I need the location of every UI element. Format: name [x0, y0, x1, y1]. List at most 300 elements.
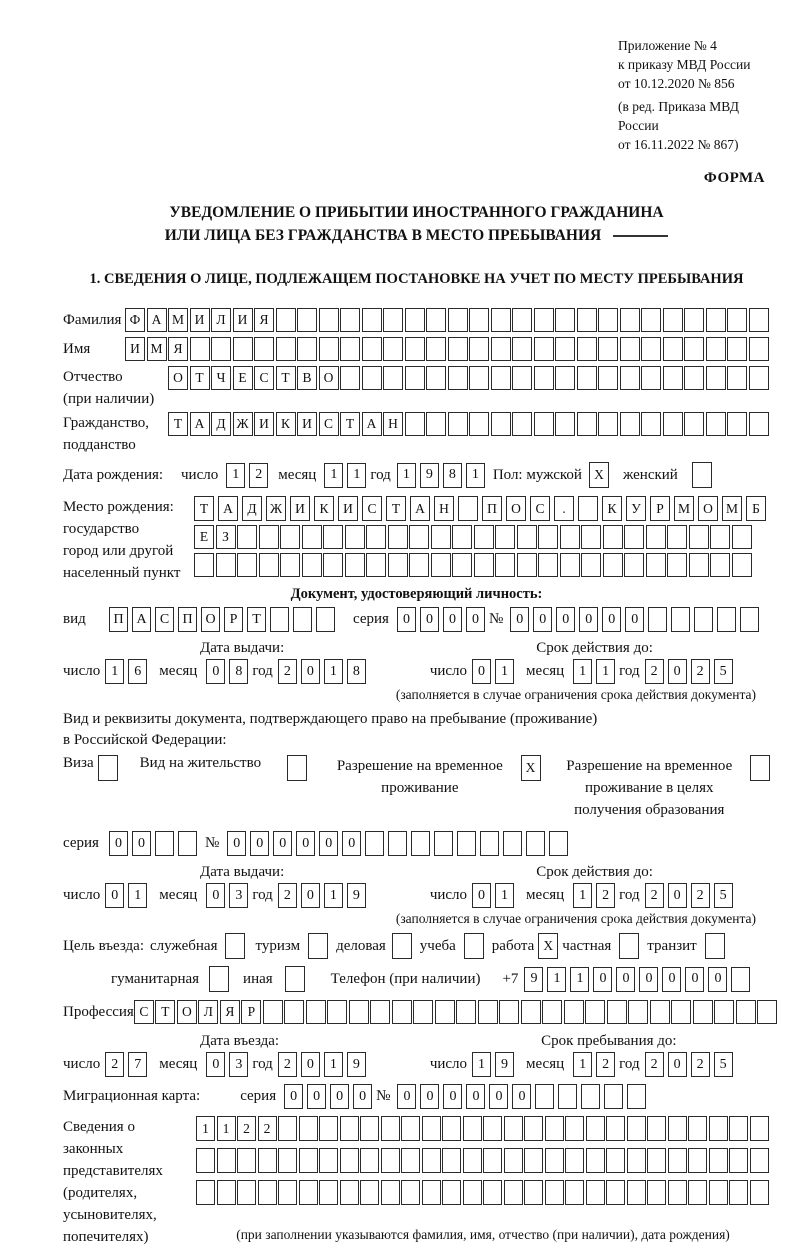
purpose-other-checkbox: [285, 966, 305, 992]
birth-day-cells: [226, 463, 272, 488]
surname-cells: [125, 308, 770, 332]
char-cell: С: [530, 496, 550, 521]
char-cell: 2: [596, 1052, 615, 1077]
char-cell: 0: [443, 607, 462, 632]
char-cell: [603, 525, 623, 549]
char-cell: [293, 607, 312, 632]
char-cell: [422, 1180, 441, 1205]
char-cell: [401, 1148, 420, 1173]
char-cell: [705, 933, 725, 959]
char-cell: [688, 1148, 707, 1173]
char-cell: 2: [645, 1052, 664, 1077]
char-cell: [620, 412, 640, 436]
char-cell: [340, 366, 360, 390]
char-cell: [688, 1116, 707, 1141]
char-cell: [706, 366, 726, 390]
option-visa-label: Виза: [63, 755, 94, 771]
char-cell: [545, 1180, 564, 1205]
char-cell: [586, 1180, 605, 1205]
purpose-humanitarian-checkbox: [209, 966, 229, 992]
char-cell: [627, 1180, 646, 1205]
citizenship-row: [63, 412, 770, 456]
stay-month-cells: [573, 1052, 619, 1077]
char-cell: [521, 1000, 541, 1024]
char-cell: [749, 308, 769, 332]
char-cell: [749, 412, 769, 436]
char-cell: 1: [573, 1052, 592, 1077]
char-cell: [732, 525, 752, 549]
residence-valid-day-cells: [472, 883, 518, 908]
option-temp-residence-edu-checkbox: [750, 755, 770, 781]
char-cell: [740, 607, 759, 632]
char-cell: Т: [276, 366, 296, 390]
char-cell: [258, 1148, 277, 1173]
char-cell: 1: [324, 463, 343, 488]
char-cell: Ф: [125, 308, 145, 332]
char-cell: [627, 1084, 646, 1109]
char-cell: [534, 366, 554, 390]
char-cell: 1: [196, 1116, 215, 1141]
char-cell: И: [190, 308, 210, 332]
residence-doc-series-row: серия 0 0 № 0 0 0 0 0 0: [63, 831, 770, 856]
char-cell: [319, 1148, 338, 1173]
char-cell: [524, 1180, 543, 1205]
char-cell: [463, 1116, 482, 1141]
char-cell: [647, 1180, 666, 1205]
char-cell: [178, 831, 197, 856]
residence-doc-options-row: [63, 755, 770, 821]
char-cell: З: [216, 525, 236, 549]
char-cell: [302, 525, 322, 549]
char-cell: [641, 412, 661, 436]
char-cell: 0: [301, 659, 320, 684]
char-cell: И: [233, 308, 253, 332]
char-cell: [278, 1180, 297, 1205]
char-cell: [577, 412, 597, 436]
char-cell: [598, 412, 618, 436]
char-cell: [524, 1148, 543, 1173]
residence-issue-month-cells: [206, 883, 252, 908]
char-cell: [216, 553, 236, 577]
char-cell: 2: [645, 659, 664, 684]
char-cell: И: [125, 337, 145, 361]
char-cell: [258, 1180, 277, 1205]
char-cell: 1: [466, 463, 485, 488]
purpose-transit-checkbox: [705, 933, 725, 959]
citizenship-cells: [168, 412, 770, 436]
char-cell: [483, 1148, 502, 1173]
char-cell: [480, 831, 499, 856]
char-cell: И: [254, 412, 274, 436]
sex-label: Пол: мужской: [492, 466, 582, 483]
visit-purpose-row1: Цель въезда: служебная туризм деловая учеба работа X частная транзит: [63, 933, 770, 959]
stay-day-cells: [472, 1052, 518, 1077]
char-cell: [442, 1148, 461, 1173]
char-cell: [448, 308, 468, 332]
char-cell: [641, 366, 661, 390]
surname-label: Фамилия: [63, 311, 122, 328]
char-cell: [316, 607, 335, 632]
char-cell: [750, 1148, 769, 1173]
char-cell: [469, 308, 489, 332]
reference-block: [618, 36, 770, 154]
char-cell: 2: [237, 1116, 256, 1141]
char-cell: [604, 1084, 623, 1109]
char-cell: [452, 553, 472, 577]
char-cell: [302, 553, 322, 577]
char-cell: [555, 412, 575, 436]
purpose-business-checkbox: [225, 933, 245, 959]
birth-date-row: [63, 462, 770, 488]
patronymic-cells: [168, 366, 770, 390]
representatives-row1: [196, 1116, 770, 1141]
day-label: число: [181, 466, 219, 483]
name-cells: [125, 337, 770, 361]
char-cell: 0: [593, 967, 612, 992]
char-cell: [750, 755, 770, 781]
purpose-study-checkbox: [464, 933, 484, 959]
char-cell: [483, 1180, 502, 1205]
identity-doc-dates-row: число 1 6 месяц 0 8 год 2 0 1 8 число 0 1 месяц 1 1 год 2 0 2 5: [63, 659, 770, 684]
char-cell: [512, 412, 532, 436]
char-cell: [254, 337, 274, 361]
char-cell: [585, 1000, 605, 1024]
char-cell: [370, 1000, 390, 1024]
char-cell: Д: [211, 412, 231, 436]
char-cell: Т: [386, 496, 406, 521]
char-cell: [478, 1000, 498, 1024]
char-cell: [463, 1148, 482, 1173]
char-cell: [749, 366, 769, 390]
char-cell: 1: [324, 1052, 343, 1077]
char-cell: 0: [109, 831, 128, 856]
char-cell: 1: [217, 1116, 236, 1141]
birth-place-row3: [194, 553, 770, 577]
profession-cells: [134, 1000, 779, 1024]
stay-until-label: Срок пребывания до:: [541, 1033, 677, 1049]
char-cell: [671, 1000, 691, 1024]
option-temp-residence-edu-label: Разрешение на временное проживание в целях получения образования: [566, 758, 733, 818]
char-cell: [278, 1116, 297, 1141]
char-cell: [491, 308, 511, 332]
char-cell: [474, 553, 494, 577]
char-cell: [607, 1000, 627, 1024]
identity-doc-kind-row: [63, 607, 770, 632]
char-cell: [413, 1000, 433, 1024]
char-cell: [684, 366, 704, 390]
char-cell: [545, 1116, 564, 1141]
char-cell: [555, 337, 575, 361]
char-cell: [362, 308, 382, 332]
char-cell: [727, 366, 747, 390]
char-cell: [276, 337, 296, 361]
char-cell: Т: [194, 496, 214, 521]
char-cell: [560, 553, 580, 577]
char-cell: [663, 308, 683, 332]
char-cell: 5: [714, 883, 733, 908]
identity-doc-limit-note: (заполняется в случае ограничения срока действия документа): [395, 687, 756, 702]
birth-year-cells: [397, 463, 489, 488]
char-cell: 0: [105, 883, 124, 908]
char-cell: 0: [472, 883, 491, 908]
form-title-line2: ИЛИ ЛИЦА БЕЗ ГРАЖДАНСТВА В МЕСТО ПРЕБЫВАНИЯ: [63, 224, 770, 247]
char-cell: [401, 1180, 420, 1205]
char-cell: [422, 1148, 441, 1173]
migration-number-cells: [397, 1084, 650, 1109]
option-residence-permit-checkbox: [287, 755, 307, 781]
char-cell: Д: [242, 496, 262, 521]
section-1-heading: 1. СВЕДЕНИЯ О ЛИЦЕ, ПОДЛЕЖАЩЕМ ПОСТАНОВКЕ НА УЧЕТ ПО МЕСТУ ПРЕБЫВАНИЯ: [89, 271, 744, 287]
char-cell: С: [319, 412, 339, 436]
char-cell: [603, 553, 623, 577]
char-cell: [299, 1180, 318, 1205]
char-cell: А: [410, 496, 430, 521]
char-cell: [606, 1116, 625, 1141]
char-cell: [578, 496, 598, 521]
char-cell: 2: [645, 883, 664, 908]
char-cell: [319, 1180, 338, 1205]
char-cell: Т: [247, 607, 266, 632]
char-cell: С: [155, 607, 174, 632]
phone-label: Телефон (при наличии): [330, 970, 481, 987]
char-cell: 0: [466, 1084, 485, 1109]
char-cell: 0: [420, 607, 439, 632]
year-label: год: [370, 466, 391, 483]
char-cell: [340, 1116, 359, 1141]
char-cell: [694, 607, 713, 632]
doc-number-label: №: [488, 611, 504, 627]
char-cell: 1: [226, 463, 245, 488]
residence-issue-year-cells: [278, 883, 370, 908]
char-cell: Н: [434, 496, 454, 521]
entry-dates-row: число 2 7 месяц 0 3 год 2 0 1 9 число 1 9 месяц 1 2 год 2 0 2 5: [63, 1052, 770, 1077]
char-cell: [287, 755, 307, 781]
char-cell: [668, 1180, 687, 1205]
char-cell: 2: [691, 1052, 710, 1077]
char-cell: 0: [466, 607, 485, 632]
ref-line-5: от 16.11.2022 № 867): [618, 137, 739, 152]
char-cell: [619, 933, 639, 959]
char-cell: А: [190, 412, 210, 436]
forma-label: ФОРМА: [703, 170, 765, 186]
char-cell: 0: [250, 831, 269, 856]
char-cell: [405, 337, 425, 361]
char-cell: [598, 308, 618, 332]
char-cell: 1: [596, 659, 615, 684]
char-cell: [688, 1180, 707, 1205]
char-cell: [564, 1000, 584, 1024]
char-cell: [457, 831, 476, 856]
char-cell: [299, 1148, 318, 1173]
valid-day-cells: [472, 659, 518, 684]
char-cell: [646, 525, 666, 549]
representatives-block: [63, 1116, 770, 1248]
char-cell: [512, 308, 532, 332]
residence-number-cells: [227, 831, 572, 856]
char-cell: 0: [639, 967, 658, 992]
char-cell: [709, 1180, 728, 1205]
char-cell: 7: [128, 1052, 147, 1077]
char-cell: [276, 308, 296, 332]
char-cell: [469, 412, 489, 436]
birth-date-label: Дата рождения:: [63, 466, 164, 483]
char-cell: [409, 525, 429, 549]
char-cell: [155, 831, 174, 856]
valid-year-cells: [645, 659, 737, 684]
char-cell: А: [362, 412, 382, 436]
char-cell: [448, 366, 468, 390]
char-cell: 3: [229, 1052, 248, 1077]
char-cell: [663, 412, 683, 436]
char-cell: [647, 1116, 666, 1141]
char-cell: 9: [495, 1052, 514, 1077]
char-cell: Ж: [233, 412, 253, 436]
char-cell: 1: [495, 659, 514, 684]
visit-purpose-label: Цель въезда:: [63, 937, 144, 954]
char-cell: 8: [347, 659, 366, 684]
char-cell: [209, 966, 229, 992]
char-cell: [495, 525, 515, 549]
option-temp-residence-label: Разрешение на временное проживание: [336, 758, 503, 796]
char-cell: [448, 337, 468, 361]
char-cell: Я: [168, 337, 188, 361]
char-cell: [349, 1000, 369, 1024]
char-cell: П: [482, 496, 502, 521]
char-cell: [586, 1148, 605, 1173]
option-visa-checkbox: [98, 755, 118, 781]
char-cell: 0: [510, 607, 529, 632]
char-cell: [434, 831, 453, 856]
char-cell: [526, 831, 545, 856]
char-cell: [671, 607, 690, 632]
char-cell: 0: [602, 607, 621, 632]
char-cell: [565, 1116, 584, 1141]
char-cell: [709, 1116, 728, 1141]
char-cell: [411, 831, 430, 856]
char-cell: [545, 1148, 564, 1173]
char-cell: [648, 607, 667, 632]
char-cell: 9: [524, 967, 543, 992]
char-cell: 1: [573, 883, 592, 908]
issue-year-cells: [278, 659, 370, 684]
residence-issue-day-cells: [105, 883, 151, 908]
issue-month-cells: [206, 659, 252, 684]
char-cell: [366, 525, 386, 549]
char-cell: [560, 525, 580, 549]
char-cell: 0: [668, 659, 687, 684]
char-cell: 0: [353, 1084, 372, 1109]
char-cell: 2: [278, 1052, 297, 1077]
char-cell: 0: [397, 607, 416, 632]
char-cell: [624, 525, 644, 549]
char-cell: 0: [284, 1084, 303, 1109]
char-cell: [503, 831, 522, 856]
char-cell: [483, 1116, 502, 1141]
char-cell: [692, 462, 712, 488]
char-cell: [278, 1148, 297, 1173]
char-cell: [727, 308, 747, 332]
identity-doc-heading: Документ, удостоверяющий личность:: [290, 586, 543, 602]
char-cell: [499, 1000, 519, 1024]
char-cell: [388, 553, 408, 577]
char-cell: [388, 525, 408, 549]
char-cell: [731, 967, 750, 992]
char-cell: [750, 1116, 769, 1141]
char-cell: [727, 337, 747, 361]
char-cell: [729, 1180, 748, 1205]
char-cell: Я: [220, 1000, 240, 1024]
char-cell: [280, 525, 300, 549]
char-cell: Л: [198, 1000, 218, 1024]
char-cell: [299, 1116, 318, 1141]
char-cell: 0: [625, 607, 644, 632]
char-cell: 0: [556, 607, 575, 632]
char-cell: [549, 831, 568, 856]
char-cell: [435, 1000, 455, 1024]
char-cell: [577, 337, 597, 361]
sex-male-checkbox: [589, 462, 609, 488]
char-cell: X: [589, 462, 609, 488]
char-cell: О: [319, 366, 339, 390]
char-cell: 0: [685, 967, 704, 992]
char-cell: 2: [278, 659, 297, 684]
char-cell: [650, 1000, 670, 1024]
representatives-cells: [196, 1116, 770, 1243]
char-cell: [217, 1148, 236, 1173]
migration-series-cells: [284, 1084, 376, 1109]
residence-doc-dates-row: число 0 1 месяц 0 3 год 2 0 1 9 число 0 1 месяц 1 2 год 2 0 2 5: [63, 883, 770, 908]
valid-date-label: Срок действия до:: [536, 640, 653, 656]
residence-doc-intro1: Вид и реквизиты документа, подтверждающего право на пребывание (проживание): [63, 711, 598, 727]
char-cell: 2: [596, 883, 615, 908]
char-cell: [362, 366, 382, 390]
char-cell: [405, 366, 425, 390]
char-cell: [628, 1000, 648, 1024]
char-cell: [491, 366, 511, 390]
purpose-private-checkbox: [619, 933, 639, 959]
char-cell: 1: [397, 463, 416, 488]
char-cell: [340, 308, 360, 332]
char-cell: [504, 1116, 523, 1141]
char-cell: [233, 337, 253, 361]
char-cell: [729, 1116, 748, 1141]
char-cell: [534, 308, 554, 332]
representatives-labels: Сведения о законных представителях (родителях, усыновителях, попечителях): [63, 1119, 163, 1245]
char-cell: Т: [340, 412, 360, 436]
char-cell: Б: [746, 496, 766, 521]
char-cell: [693, 1000, 713, 1024]
char-cell: Р: [650, 496, 670, 521]
char-cell: [401, 1116, 420, 1141]
char-cell: Р: [241, 1000, 261, 1024]
char-cell: [689, 553, 709, 577]
char-cell: Ж: [266, 496, 286, 521]
char-cell: А: [218, 496, 238, 521]
char-cell: Т: [168, 412, 188, 436]
char-cell: 0: [420, 1084, 439, 1109]
birth-month-cells: [324, 463, 370, 488]
char-cell: X: [538, 933, 558, 959]
stay-year-cells: [645, 1052, 737, 1077]
char-cell: 6: [128, 659, 147, 684]
char-cell: [469, 337, 489, 361]
form-title: [63, 201, 770, 247]
char-cell: [431, 525, 451, 549]
ref-line-4: (в ред. Приказа МВД России: [618, 99, 739, 133]
char-cell: [194, 553, 214, 577]
char-cell: П: [109, 607, 128, 632]
char-cell: 5: [714, 659, 733, 684]
